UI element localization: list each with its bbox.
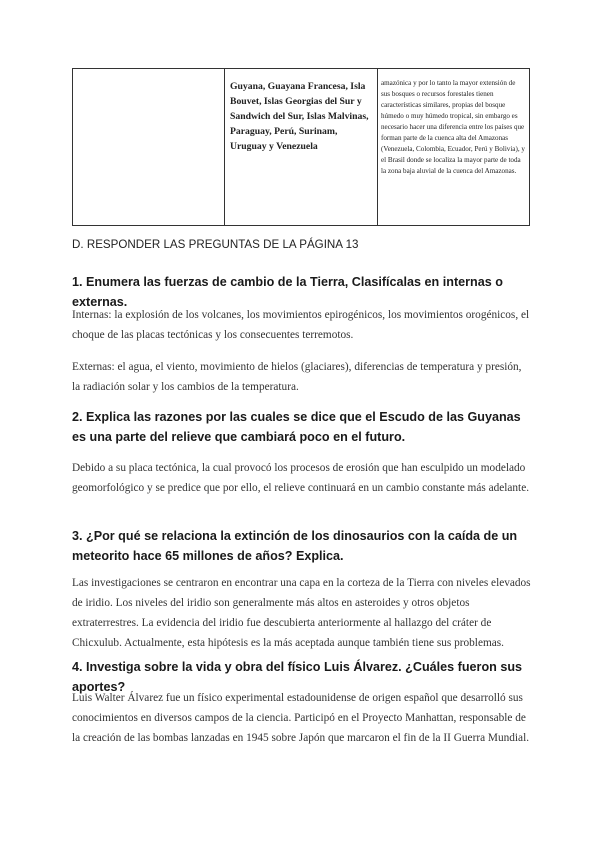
answer-1-external: Externas: el agua, el viento, movimiento de hielos (glaciares), diferencias de temperatura y presión, la radiación solar y los cambios de la temperatura. xyxy=(72,361,522,393)
countries-text: Guyana, Guayana Francesa, Isla Bouvet, Islas Georgias del Sur y Sandwich del Sur, Islas Malvinas, Paraguay, Perú, Surinam, Uruguay y Venezuela xyxy=(230,81,369,152)
table-cell-empty xyxy=(73,69,225,226)
question-4: 4. Investiga sobre la vida y obra del físico Luis Álvarez. ¿Cuáles fueron sus aportes? xyxy=(72,660,523,694)
answer-2: Debido a su placa tectónica, la cual provocó los procesos de erosión que han esculpido un modelado geomorfológico y se predice que por ello, el relieve continuará en un cambio constante más adelante. xyxy=(72,462,530,494)
question-2: 2. Explica las razones por las cuales se dice que el Escudo de las Guyanas es una parte del relieve que cambiará poco en el futuro. xyxy=(72,410,521,444)
description-text: amazónica y por lo tanto la mayor extensión de sus bosques o recursos forestales tienen características similares, propias del bosque húmedo o muy húmedo tropical, sin embargo es necesario hacer una diferencia entre los países que forman parte de la cuenca alta del Amazonas (Venezuela, Colombia, Ecuador, Perú y Bolivia), y el Brasil donde se localiza la mayor parte de toda la zona baja aluvial de la cuenca del Amazonas. xyxy=(381,79,525,175)
table-cell-description xyxy=(378,69,530,226)
answer-4: Luis Walter Álvarez fue un físico experimental estadounidense de origen español que desarrolló sus conocimientos en diversos campos de la ciencia. Participó en el Proyecto Manhattan, responsable de la creación de las bombas lanzadas en 1945 sobre Japón que marcaron el fin de la II Guerra Mundial. xyxy=(72,692,530,744)
question-1: 1. Enumera las fuerzas de cambio de la Tierra, Clasifícalas en internas o externas. xyxy=(72,275,503,309)
table-cell-countries xyxy=(225,69,378,226)
section-title: D. RESPONDER LAS PREGUNTAS DE LA PÁGINA 13 xyxy=(72,238,359,251)
answer-3: Las investigaciones se centraron en encontrar una capa en la corteza de la Tierra con niveles elevados de iridio. Los niveles del iridio son generalmente más altos en asteroides y otros objetos extraterrestres. La evidencia del iridio fue descubierta anteriormente al hallazgo del cráter de Chicxulub. Actualmente, esta hipótesis es la más aceptada aunque también tiene sus problemas. xyxy=(72,577,531,649)
table-row xyxy=(73,69,530,226)
question-3: 3. ¿Por qué se relaciona la extinción de los dinosaurios con la caída de un meteorito hace 65 millones de años? Explica. xyxy=(72,529,518,563)
answer-1-internal: Internas: la explosión de los volcanes, los movimientos epirogénicos, los movimientos orogénicos, el choque de las placas tectónicas y los consecuentes terremotos. xyxy=(72,309,530,341)
countries-table xyxy=(72,68,530,226)
